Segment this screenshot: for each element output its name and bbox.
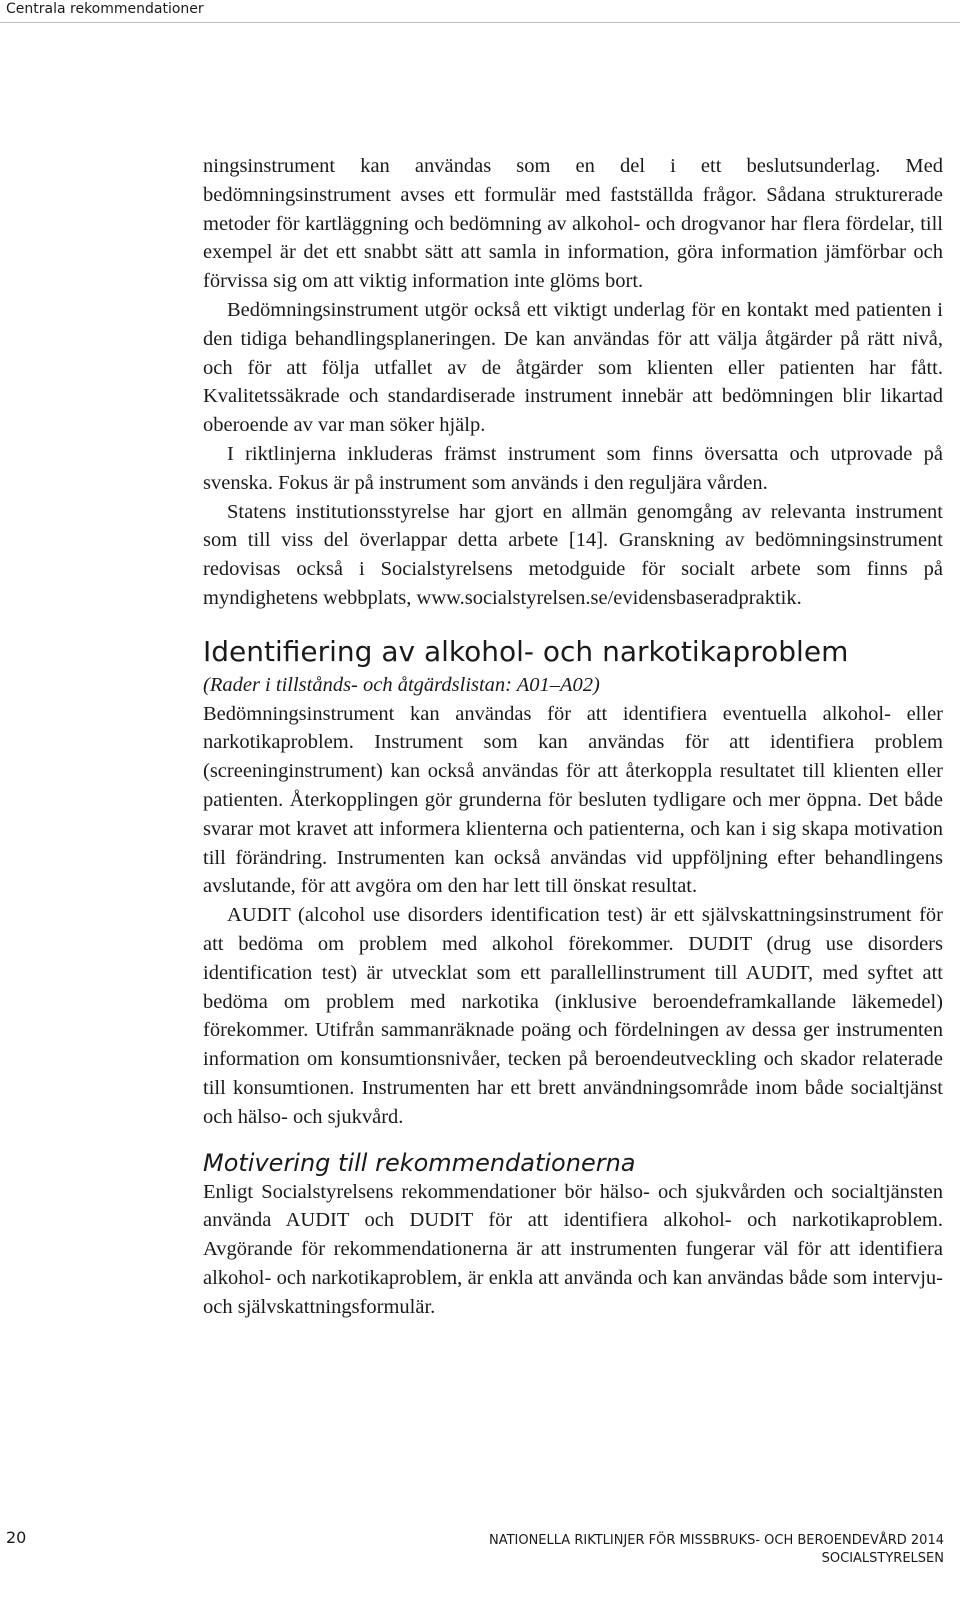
page-number: 20 [6,1528,27,1547]
motivation-paragraph-1: Enligt Socialstyrelsens rekommendationer bör hälso- och sjukvården och socialtjänsten använda AUDIT och DUDIT för att identifiera alkohol- och narkotikaproblem. Avgörande för rekommendationerna är att instrumenten fungerar väl för att identifiera alkohol- och narkotikaproblem, är enkla att använda och kan användas både som intervju- och självskattningsformulär. [203,1180,943,1318]
running-header [0,0,960,23]
section-heading-identification: Identifiering av alkohol- och narkotikaproblem [203,634,849,668]
section-title: Centrala rekommendationer [6,1,204,17]
identification-paragraph-2: AUDIT (alcohol use disorders identification test) är ett självskattningsinstrument för att bedöma om problem med alkohol förekommer. DUDIT (drug use disorders identification test) är utvecklat som ett parallellinstrument till AUDIT, med syftet att bedöma om problem med narkotika (inklusive beroendeframkallande läkemedel) förekommer. Utifrån sammanräknade poäng och fördelningen av dessa ger instrumenten information om konsumtionsnivåer, tecken på beroendeutveckling och skador relaterade till konsumtionen. Instrumenten har ett brett användningsområde inom både socialtjänst och hälso- och sjukvård. [203,904,943,1128]
body-paragraph-2: Bedömningsinstrument utgör också ett viktigt underlag för en kontakt med patienten i den tidiga behandlingsplaneringen. De kan användas för att välja åtgärder på rätt nivå, och för att följa utfallet av de åtgärder som klienten eller patienten har fått. Kvalitetssäkrade och standardiserade instrument innebär att bedömningen blir likartad oberoende av var man söker hjälp. [203,298,943,437]
publication-title: NATIONELLA RIKTLINJER FÖR MISSBRUKS- OCH BEROENDEVÅRD 2014 [488,1533,944,1548]
section-reference: (Rader i tillstånds- och åtgärdslistan: A01–A02) [203,673,600,696]
body-paragraph-3: I riktlinjerna inkluderas främst instrument som finns översatta och utprovade på svenska. Fokus är på instrument som används i den reguljära vården. [203,442,943,494]
body-paragraph-1: ningsinstrument kan användas som en del i ett beslutsunderlag. Med bedömningsinstrument avses ett formulär med fastställda frågor. Sådana strukturerade metoder för kartläggning och bedömning av alkohol- och drogvanor har flera fördelar, till exempel är det ett snabbt sätt att samla in information, göra information jämförbar och förvissa sig om att viktig information inte glöms bort. [203,155,943,293]
publisher-name: SOCIALSTYRELSEN [821,1551,944,1566]
body-paragraph-4: Statens institutionsstyrelse har gjort en allmän genomgång av relevanta instrument som till viss del överlappar detta arbete [14]. Granskning av bedömningsinstrument redovisas också i Socialstyrelsens metodguide för socialt arbete som finns på myndighetens webbplats, www.socialstyrelsen.se/evidensbaseradpraktik. [203,500,943,609]
section-heading-motivation: Motivering till rekommendationerna [203,1148,636,1177]
identification-paragraph-1: Bedömningsinstrument kan användas för att identifiera eventuella alkohol- eller narkotikaproblem. Instrument som kan användas för att identifiera problem (screeninginstrument) kan också användas för att återkoppla resultatet till klienten eller patienten. Återkopplingen gör grunderna för besluten tydligare och mer öppna. Det både svarar mot kravet att informera klienterna och patienterna, och kan i sig skapa motivation till förändring. Instrumenten kan också användas vid uppföljning efter behandlingens avslutande, för att avgöra om den har lett till önskat resultat. [203,702,943,898]
page-body [203,152,943,1321]
footer-publication [424,1532,944,1568]
